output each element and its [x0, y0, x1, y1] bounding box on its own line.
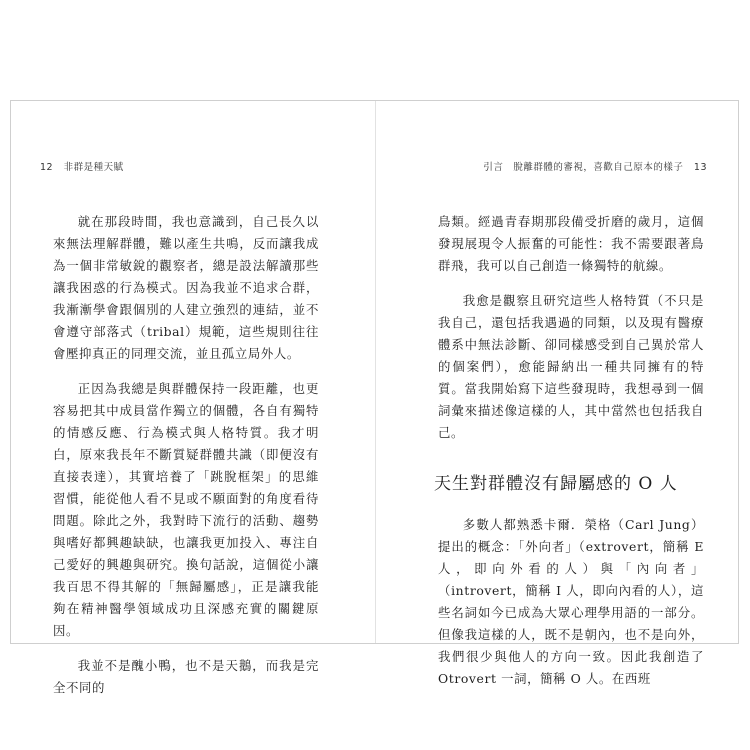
right-page: [376, 101, 740, 686]
body-paragraph: 我愈是觀察且研究這些人格特質（不只是我自己，還包括我遇過的同類，以及現有醫療體系中無法診斷、卻同樣感受到自己異於常人的個案們），愈能歸納出一種共同擁有的特質。當我開始寫下這些發現時，我想尋到一個詞彙來描述像這樣的人，其中當然也包括我自己。: [438, 293, 704, 440]
book-spread: [10, 100, 739, 695]
right-page-number: 13: [693, 162, 707, 173]
left-running-head: 非群是種天賦: [63, 162, 124, 173]
body-paragraph: 多數人都熟悉卡爾．榮格（Carl Jung）提出的概念：「外向者」（extrovert，簡稱 E 人，即向外看的人）與「內向者」（introvert，簡稱 I 人，即向內看的人），這些名詞如今已成為大眾心理學用語的一部分。但像我這樣的人，既不是朝內，也不是向外，我們很少與他人的方向一致。因此我創造了 Otrovert 一詞，簡稱 O 人。在西班: [438, 517, 704, 686]
body-paragraph: 就在那段時間，我也意識到，自己長久以來無法理解群體，難以產生共鳴，反而讓我成為一個非常敏銳的觀察者，總是設法解讀那些讓我困惑的行為模式。因為我並不追求合群，我漸漸學會跟個別的人建立強烈的連結，並不會遵守部落式（tribal）規範，這些規則往往會壓抑真正的同理交流，並且孤立局外人。: [53, 214, 319, 361]
left-page: [11, 101, 375, 695]
left-body-text: [53, 211, 319, 712]
right-running-header: [483, 159, 714, 173]
section-title: 天生對群體沒有歸屬感的 O 人: [434, 474, 678, 494]
right-body-text: [434, 211, 704, 703]
body-paragraph: 正因為我總是與群體保持一段距離，也更容易把其中成員當作獨立的個體，各自有獨特的情感反應、行為模式與人格特質。我才明白，原來我長年不斷質疑群體共識（即便沒有直接表達），其實培養了「跳脫框架」的思維習慣，能從他人看不見或不願面對的角度看待問題。除此之外，我對時下流行的活動、趨勢與嗜好都興趣缺缺，也讓我更加投入、專注自己愛好的興趣與研究。換句話說，這個從小讓我百思不得其解的「無歸屬感」，正是讓我能夠在精神醫學領域成功且深感充實的關鍵原因。: [53, 381, 319, 638]
left-running-header: [33, 159, 124, 173]
right-running-head: 引言 脫離群體的審視，喜歡自己原本的樣子: [483, 162, 684, 173]
left-page-number: 12: [40, 162, 54, 173]
body-paragraph: 我並不是醜小鴨，也不是天鵝，而我是完全不同的: [53, 658, 319, 695]
body-paragraph: 鳥類。經過青春期那段備受折磨的歲月，這個發現展現令人振奮的可能性：我不需要跟著鳥群飛，我可以自己創造一條獨特的航線。: [438, 214, 704, 273]
